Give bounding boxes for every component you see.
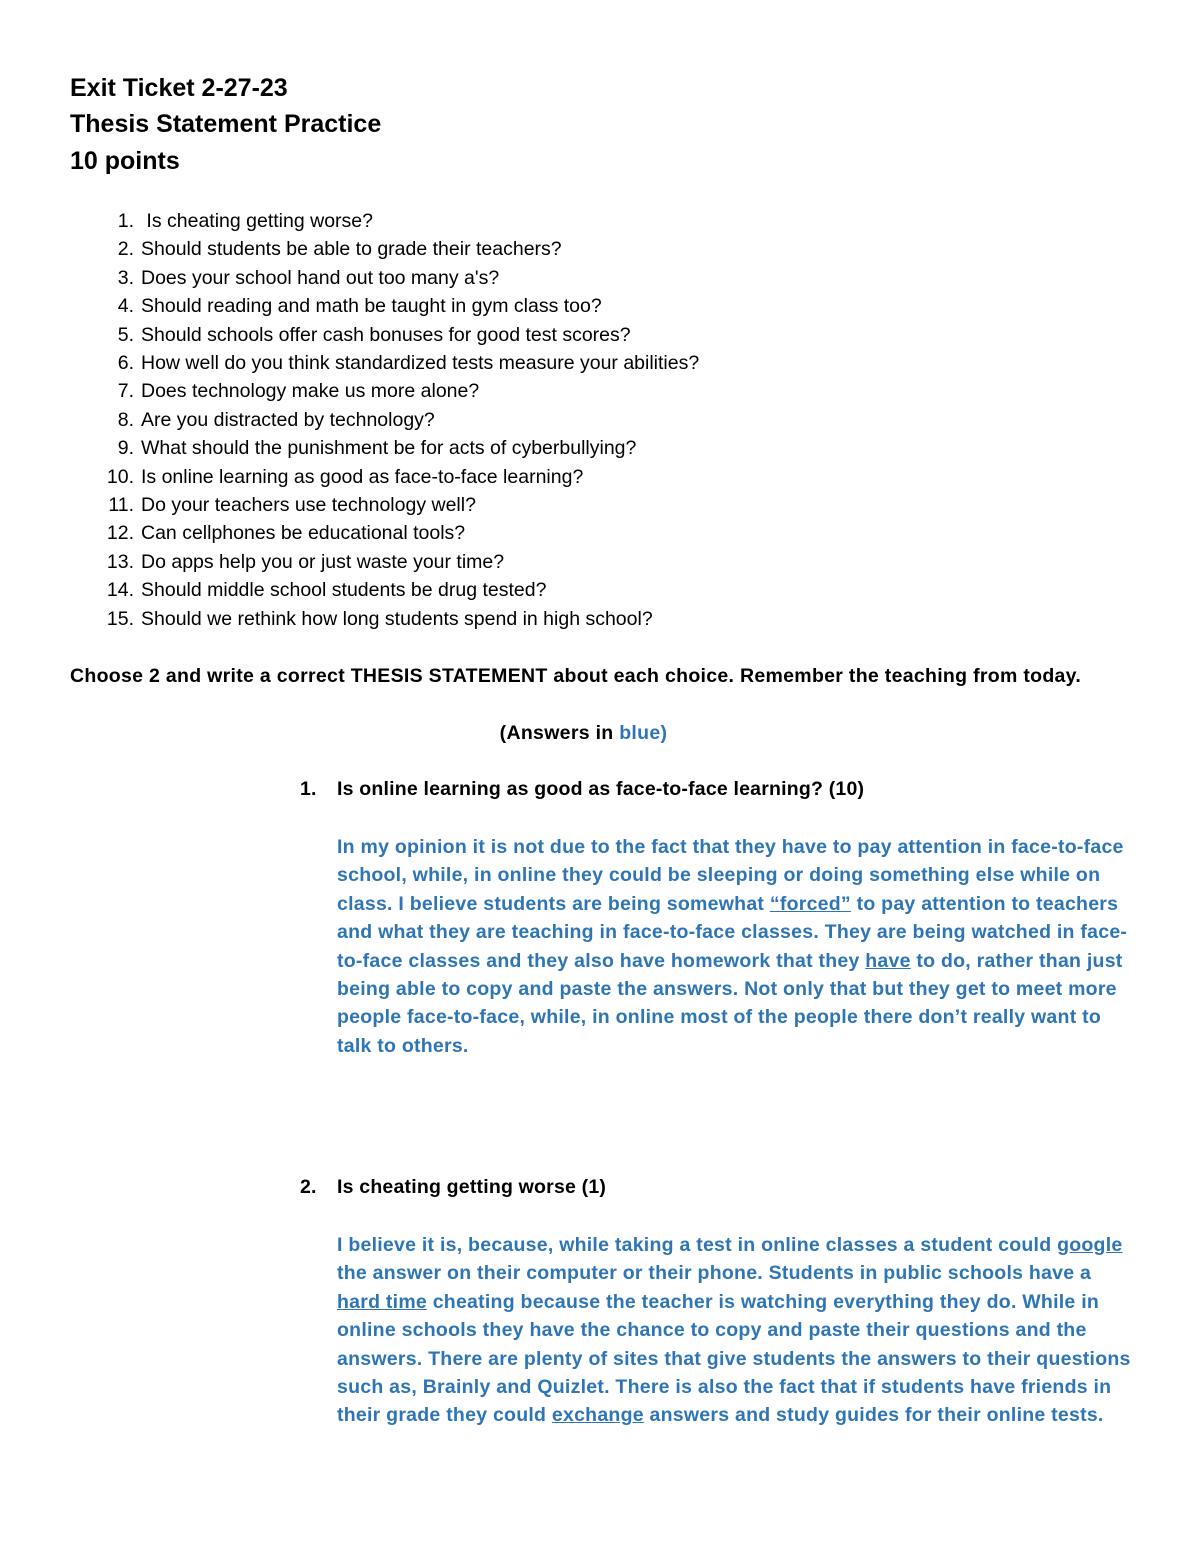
answer-text-part: the answer on their computer or their phone. Students in public schools have a [337, 1262, 1092, 1285]
document-title: Exit Ticket 2-27-23 [70, 74, 288, 102]
list-number: 4. [117, 295, 134, 318]
list-number: 3. [117, 266, 134, 289]
list-number: 12. [106, 522, 134, 545]
list-number: 15. [106, 607, 134, 630]
list-number: 11. [108, 494, 134, 517]
question-text: Does technology make us more alone? [141, 380, 480, 403]
question-text: Should middle school students be drug tested? [141, 579, 547, 602]
answers-note [0, 719, 1167, 747]
answer-text-part: answers and study guides for their online tests. [643, 1404, 1104, 1427]
list-number: 9. [117, 437, 134, 460]
list-number: 14. [106, 579, 134, 602]
answer-question-text: Is online learning as good as face-to-face learning? (10) [337, 778, 865, 800]
list-number: 2. [117, 238, 134, 261]
list-item [100, 349, 699, 377]
question-text: Should schools offer cash bonuses for good test scores? [141, 323, 631, 346]
question-text: Should reading and math be taught in gym class too? [141, 295, 602, 318]
answer-number: 1. [300, 778, 317, 800]
question-text: Is cheating getting worse? [141, 210, 373, 232]
answer-text-part: to do, rather than just being able to copy and paste the answers. Not only that but they get to meet more people face-to-face, while, in online most of the people there don’t really want to talk to others. [337, 949, 1123, 1057]
list-number: 8. [117, 408, 134, 431]
list-number: 6. [117, 352, 134, 375]
question-text: How well do you think standardized tests measure your abilities? [141, 352, 700, 375]
answer-text-part: In my opinion it is not due to the fact that they have to pay attention in face-to-face school, while, in online they could be sleeping or doing something else while on class. I believe students are being somewhat [337, 836, 1124, 915]
underlined-word: google [1057, 1234, 1123, 1256]
list-item [100, 463, 699, 491]
underlined-word: have [865, 949, 911, 972]
answer-question-text: Is cheating getting worse (1) [337, 1176, 607, 1198]
answer-question [300, 1173, 1140, 1201]
list-item [100, 292, 699, 320]
question-text: Can cellphones be educational tools? [141, 522, 466, 545]
answer-text-part: to pay attention to teachers and what they are teaching in face-to-face classes. They are being watched in face-to-face classes and they also have homework that they [337, 892, 1128, 972]
answer-block-2 [300, 1173, 1140, 1430]
list-item [100, 377, 699, 405]
list-item [100, 491, 699, 519]
list-item [100, 605, 699, 633]
list-number: 5. [117, 323, 134, 346]
list-item [100, 207, 699, 235]
question-text: Are you distracted by technology? [141, 408, 435, 431]
answer-question [300, 775, 1140, 803]
question-text: Does your school hand out too many a's? [141, 266, 500, 289]
list-item [100, 434, 699, 462]
question-text: Do your teachers use technology well? [141, 494, 476, 517]
underlined-word: exchange [551, 1404, 644, 1427]
answers-note-prefix: (Answers in [499, 722, 620, 744]
list-item [100, 406, 699, 434]
question-text: Should students be able to grade their teachers? [141, 238, 562, 261]
answer-text-part: I believe it is, because, while taking a test in online classes a student could [337, 1234, 1058, 1256]
underlined-word: “forced” [769, 892, 851, 915]
list-item [100, 519, 699, 547]
question-list [100, 207, 699, 633]
list-item [100, 548, 699, 576]
document-subtitle: Thesis Statement Practice [70, 110, 382, 138]
points-label: 10 points [70, 147, 180, 175]
answer-text [337, 833, 1137, 1060]
list-number: 13. [106, 550, 134, 573]
answer-text-part: cheating because the teacher is watching everything they do. While in online schools they have the chance to copy and paste their questions and the answers. There are plenty of sites that give students the answers to their questions such as, Brainly and Quizlet. There is also the fact that if students have friends in their grade they could [337, 1290, 1131, 1427]
answer-number: 2. [300, 1176, 317, 1198]
instructions-text: Choose 2 and write a correct THESIS STATEMENT about each choice. Remember the teaching from today. [70, 665, 1082, 687]
list-item [100, 264, 699, 292]
answer-block-1 [300, 775, 1140, 1060]
list-number: 1. [117, 210, 134, 232]
list-item [100, 576, 699, 604]
answer-text [337, 1231, 1137, 1430]
list-item [100, 235, 699, 263]
question-text: Should we rethink how long students spend in high school? [141, 607, 653, 630]
question-text: Is online learning as good as face-to-face learning? [141, 465, 584, 488]
underlined-word: hard time [337, 1290, 428, 1313]
list-number: 10. [106, 465, 134, 488]
list-item [100, 321, 699, 349]
question-text: Do apps help you or just waste your time? [141, 550, 505, 573]
list-number: 7. [117, 380, 134, 403]
answers-note-color-word: blue) [619, 722, 668, 744]
question-text: What should the punishment be for acts of cyberbullying? [141, 437, 637, 460]
